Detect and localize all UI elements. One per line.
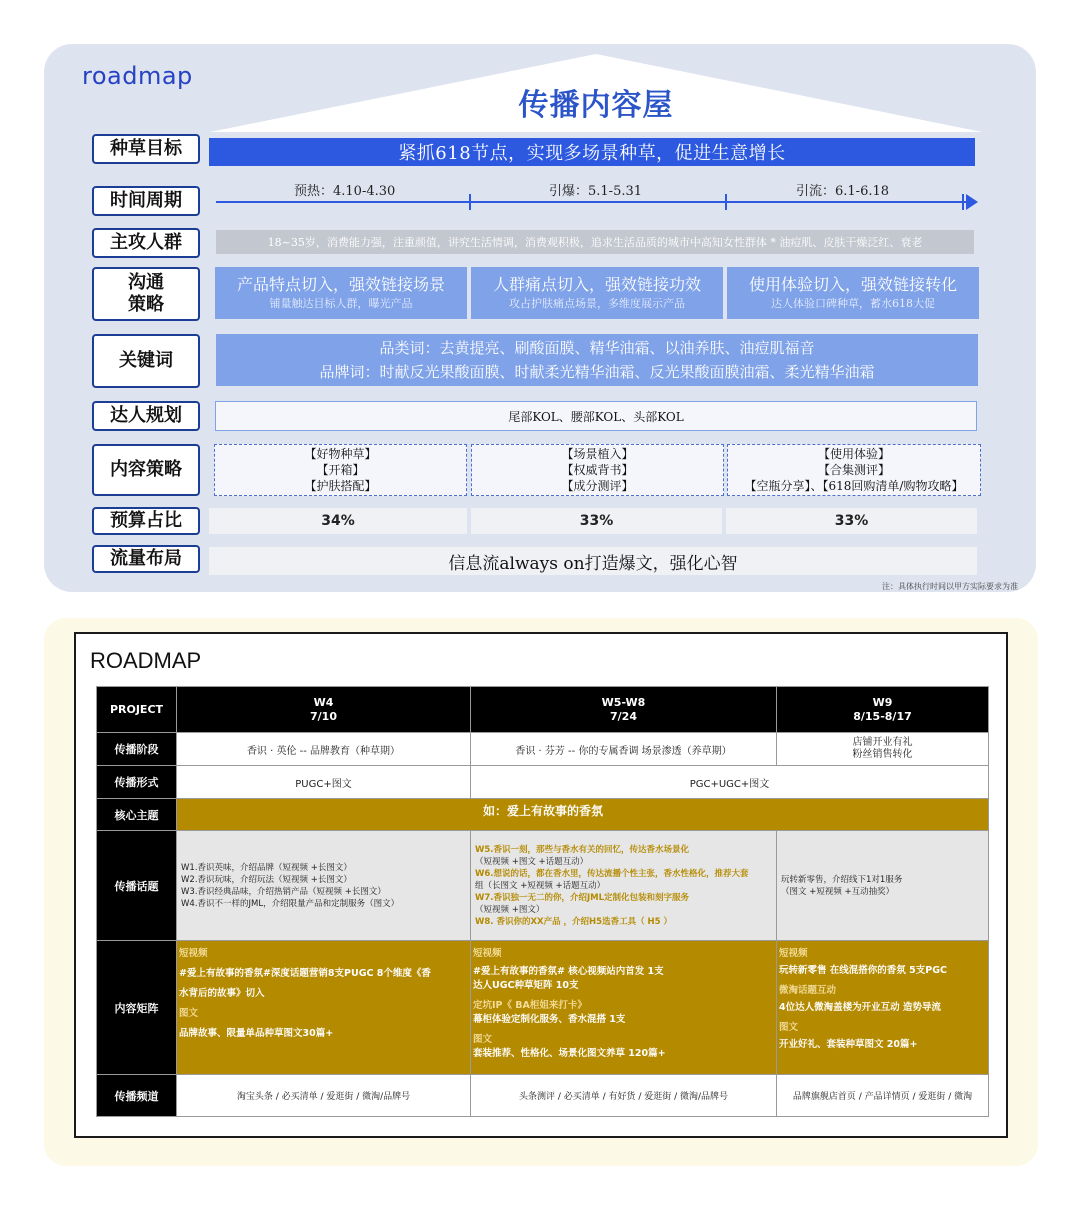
header-w9 <box>777 687 989 733</box>
content-item: 【成分测评】 <box>561 479 634 493</box>
footnote: 注：具体执行时间以甲方实际要求为准 <box>882 582 1018 591</box>
label-keywords: 关键词 <box>92 334 200 388</box>
content-item: 【好物种草】 <box>304 447 377 461</box>
header-w5-w8 <box>471 687 777 733</box>
traffic-layout: 信息流always on打造爆文，强化心智 <box>209 547 977 575</box>
header-project: PROJECT <box>97 687 177 733</box>
roadmap-panel <box>44 618 1038 1166</box>
topic-line: W6.想说的话，都在香水里，传达流播个性主张，香水性格化，推荐大套 <box>475 868 749 879</box>
matrix-heading: 短视频 <box>473 948 502 959</box>
topic-cell-w4 <box>177 831 471 941</box>
topic-line: （短视频 +图文） <box>475 904 545 915</box>
keywords-category: 品类词：去黄提亮、刷酸面膜、精华油霜、以油养肤、油痘肌福音 <box>379 339 815 357</box>
budget-value: 33% <box>726 508 977 534</box>
kol-plan: 尾部KOL、腰部KOL、头部KOL <box>215 401 977 431</box>
row-header-matrix: 内容矩阵 <box>97 941 177 1075</box>
matrix-heading: 图文 <box>473 1034 493 1045</box>
house-title: 传播内容屋 <box>518 88 674 123</box>
form-cell: PGC+UGC+图文 <box>471 766 989 799</box>
content-item: 【权威背书】 <box>561 463 634 477</box>
content-house-panel <box>44 44 1036 592</box>
table-row <box>97 799 989 831</box>
strategy-sub: 铺量触达目标人群，曝光产品 <box>269 297 413 310</box>
timeline-tick <box>725 194 727 210</box>
timeline-tick <box>962 194 964 210</box>
strategy-sub: 达人体验口碑种草，蓄水618大促 <box>771 297 935 310</box>
topic-line: 组（长图文 +短视频 +话题互动） <box>475 880 606 891</box>
topic-cell-w5-w8 <box>471 831 777 941</box>
matrix-line: 品牌故事、限量单品种草图文30篇+ <box>179 1028 334 1039</box>
content-item: 【场景植入】 <box>561 447 634 461</box>
header-week: W5-W8 <box>601 695 646 709</box>
label-budget: 预算占比 <box>92 507 200 535</box>
timeline-axis <box>216 201 972 203</box>
timeline-drainage: 引流：6.1-6.18 <box>796 184 890 199</box>
keywords-block <box>216 334 978 386</box>
content-item: 【使用体验】 <box>817 447 890 461</box>
topic-line: W8. 香识你的XX产品 ，介绍H5选香工具（ H5 ） <box>475 916 673 927</box>
content-item: 【护肤搭配】 <box>304 479 377 493</box>
row-header-theme: 核心主题 <box>97 799 177 831</box>
strategy-card-2 <box>471 267 723 319</box>
row-header-form: 传播形式 <box>97 766 177 799</box>
content-strategy-3 <box>727 444 981 496</box>
table-row <box>97 1075 989 1117</box>
label-traffic: 流量布局 <box>92 545 200 573</box>
stage-cell: 香识 · 英伦 -- 品牌教育（种草期） <box>177 733 471 766</box>
table-row <box>97 687 989 733</box>
budget-value: 34% <box>209 508 467 534</box>
table-row <box>97 941 989 1075</box>
roadmap-title: ROADMAP <box>90 648 202 673</box>
content-item: 【开箱】 <box>316 463 365 477</box>
label-strategy <box>92 267 200 321</box>
content-strategy-1 <box>214 444 467 496</box>
topic-line: W3.香识经典品味，介绍热销产品（短视频 +长图文） <box>181 886 386 897</box>
topic-line: W5.香识一刻，那些与香水有关的回忆，传达香水场景化 <box>475 844 690 855</box>
matrix-line: 套装推荐、性格化、场景化图文养草 120篇+ <box>473 1048 666 1059</box>
matrix-line: 水背后的故事》切入 <box>179 988 265 999</box>
header-date: 7/24 <box>610 709 637 723</box>
table-row <box>97 766 989 799</box>
timeline-arrow-icon <box>966 194 978 210</box>
roadmap-frame <box>74 632 1008 1138</box>
stage-line: 店铺开业有礼 <box>852 737 913 748</box>
topic-line: W1.香识英味，介绍品牌（短视频 +长图文） <box>181 862 352 873</box>
header-date: 8/15-8/17 <box>853 709 912 723</box>
matrix-line: #爱上有故事的香氛# 核心视频站内首发 1支 <box>473 966 664 977</box>
matrix-line: 4位达人微淘盖楼为开业互动 造势导流 <box>779 1002 941 1013</box>
content-item: 【空瓶分享】、【618回购清单/购物攻略】 <box>744 479 964 493</box>
matrix-heading: 微淘话题互动 <box>779 985 837 996</box>
header-week: W9 <box>872 695 893 709</box>
matrix-heading: 定坑IP《 BA柜姐来打卡》 <box>473 1000 587 1011</box>
theme-text: 如：爱上有故事的香氛 <box>483 804 604 818</box>
budget-value: 33% <box>471 508 722 534</box>
channel-cell: 头条测评 / 必买清单 / 有好货 / 爱逛街 / 微淘/品牌号 <box>471 1075 777 1117</box>
timeline-warmup: 预热：4.10-4.30 <box>294 184 396 199</box>
header-date: 7/10 <box>310 709 337 723</box>
topic-line: W4.香识不一样的JML，介绍限量产品和定制服务（图文） <box>181 898 400 909</box>
label-content: 内容策略 <box>92 444 200 496</box>
topic-cell-w9 <box>777 831 989 941</box>
form-cell: PUGC+图文 <box>177 766 471 799</box>
timeline-burst: 引爆：5.1-5.31 <box>549 184 643 199</box>
roadmap-logo: roadmap <box>82 62 193 90</box>
label-strategy-line1: 沟通 <box>128 272 164 293</box>
strategy-title: 使用体验切入，强效链接转化 <box>748 275 957 294</box>
row-header-channel: 传播频道 <box>97 1075 177 1117</box>
header-w4 <box>177 687 471 733</box>
matrix-cell-w9 <box>777 941 989 1075</box>
stage-line: 粉丝销售转化 <box>852 749 913 760</box>
matrix-heading: 图文 <box>779 1022 799 1033</box>
label-period: 时间周期 <box>92 186 200 216</box>
matrix-heading: 图文 <box>179 1008 199 1019</box>
strategy-card-1 <box>215 267 467 319</box>
topic-line: （短视频 +图文 +话题互动） <box>475 856 589 867</box>
goal-bar: 紧抓618节点，实现多场景种草，促进生意增长 <box>209 138 975 166</box>
matrix-cell-w5-w8 <box>471 941 777 1075</box>
label-goal: 种草目标 <box>92 134 200 164</box>
stage-cell: 香识 · 芬芳 -- 你的专属香调 场景渗透（养草期） <box>471 733 777 766</box>
row-header-topic: 传播话题 <box>97 831 177 941</box>
label-kol: 达人规划 <box>92 401 200 431</box>
strategy-card-3 <box>727 267 979 319</box>
stage-cell <box>777 733 989 766</box>
topic-line: W7.香识独一无二的你，介绍JML定制化包装和刻字服务 <box>475 892 690 903</box>
label-audience: 主攻人群 <box>92 228 200 258</box>
matrix-cell-w4 <box>177 941 471 1075</box>
matrix-line: #爱上有故事的香氛#深度话题营销8支PUGC 8个维度《香 <box>179 968 431 979</box>
roadmap-table <box>96 686 989 1117</box>
audience-bar: 18~35岁，消费能力强，注重颜值，讲究生活情调，消费观积极，追求生活品质的城市中高知女性群体 * 油痘肌、皮肤干燥泛红、衰老 <box>216 230 974 254</box>
strategy-sub: 攻占护肤痛点场景，多维度展示产品 <box>509 297 685 310</box>
row-header-stage: 传播阶段 <box>97 733 177 766</box>
strategy-title: 产品特点切入，强效链接场景 <box>236 275 445 294</box>
content-item: 【合集测评】 <box>817 463 890 477</box>
table-row <box>97 733 989 766</box>
matrix-line: 幕柜体验定制化服务、香水混搭 1支 <box>473 1014 626 1025</box>
header-week: W4 <box>313 695 334 709</box>
matrix-line: 达人UGC种草矩阵 10支 <box>473 980 579 991</box>
content-strategy-2 <box>471 444 724 496</box>
matrix-line: 开业好礼、套装种草图文 20篇+ <box>779 1039 918 1050</box>
strategy-title: 人群痛点切入，强效链接功效 <box>492 275 701 294</box>
matrix-line: 玩转新零售 在线混搭你的香氛 5支PGC <box>779 965 947 976</box>
label-strategy-line2: 策略 <box>128 294 164 315</box>
topic-line: 玩转新零售，介绍线下1对1服务 <box>781 874 903 885</box>
channel-cell: 品牌旗舰店首页 / 产品详情页 / 爱逛街 / 微淘 <box>777 1075 989 1117</box>
matrix-heading: 短视频 <box>179 948 208 959</box>
keywords-brand: 品牌词：时献反光果酸面膜、时献柔光精华油霜、反光果酸面膜油霜、柔光精华油霜 <box>319 363 875 381</box>
topic-line: W2.香识玩味，介绍玩法（短视频 +长图文） <box>181 874 352 885</box>
theme-cell <box>177 799 989 831</box>
topic-line: （图文 +短视频 +互动抽奖） <box>781 886 895 897</box>
timeline-tick <box>469 194 471 210</box>
channel-cell: 淘宝头条 / 必买清单 / 爱逛街 / 微淘/品牌号 <box>177 1075 471 1117</box>
matrix-heading: 短视频 <box>779 948 808 959</box>
table-row <box>97 831 989 941</box>
